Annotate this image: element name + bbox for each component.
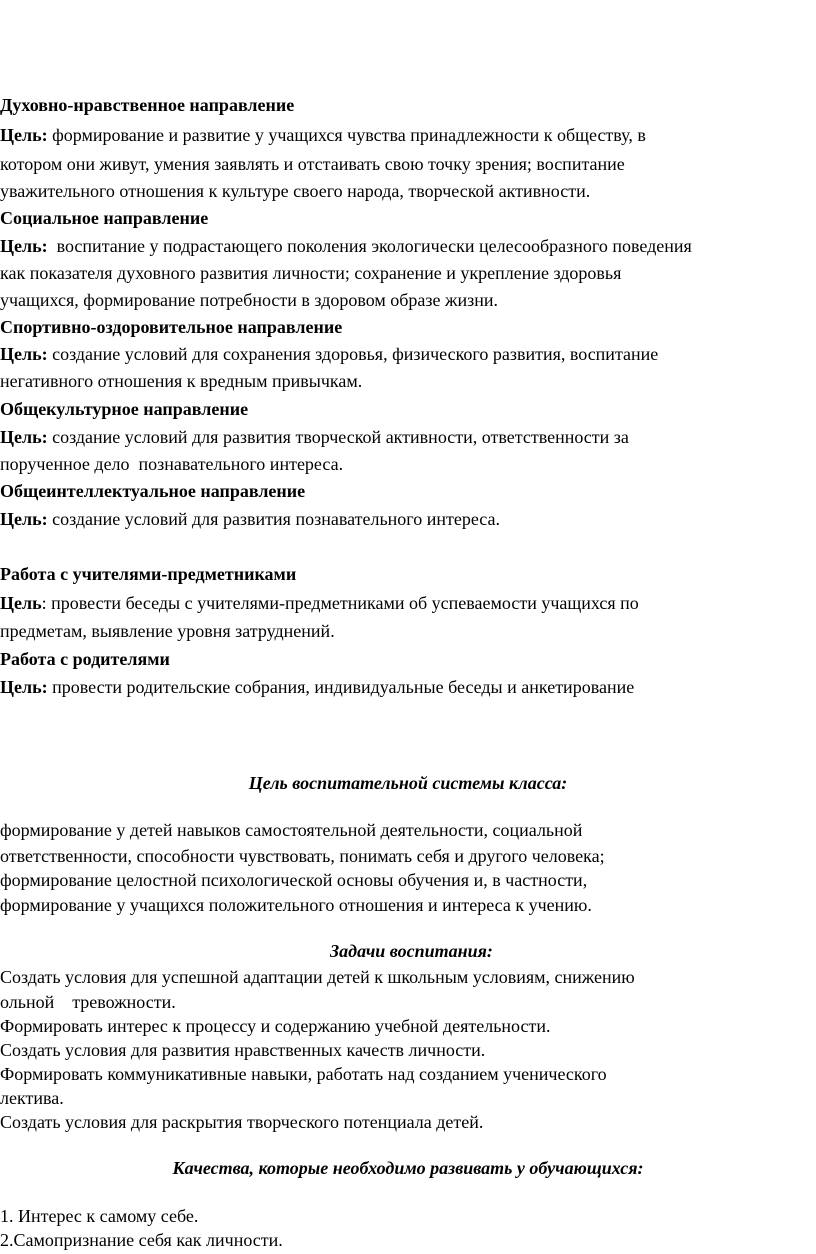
goal-line	[0, 235, 692, 257]
goal-text: учащихся, формирование потребности в здоровом образе жизни.	[0, 290, 498, 310]
goal-text: негативного отношения к вредным привычкам.	[0, 371, 363, 391]
system-goal-line: формирование целостной психологической основы обучения и, в частности,	[0, 870, 588, 890]
section-heading: Работа с родителями	[0, 649, 170, 669]
goal-text: как показателя духовного развития личности; сохранение и укрепление здоровья	[0, 263, 622, 283]
system-goal-title: Цель воспитательной системы класса:	[248, 773, 568, 793]
section-heading: Общекультурное направление	[0, 399, 249, 419]
goal-text: воспитание у подрастающего поколения экологически целесообразного поведения	[47, 236, 692, 256]
goal-text: предметам, выявление уровня затруднений.	[0, 621, 335, 641]
section-heading: Социальное направление	[0, 208, 209, 228]
task-line: Формировать коммуникативные навыки, работать над созданием ученического	[0, 1064, 607, 1084]
system-goal-line: формирование у учащихся положительного отношения и интереса к учению.	[0, 895, 592, 915]
goal-line	[0, 343, 658, 365]
system-goal-line: ответственности, способности чувствовать, понимать себя и другого человека;	[0, 846, 605, 866]
section-heading: Духовно-нравственное направление	[0, 95, 295, 115]
goal-line	[0, 676, 634, 698]
task-line: ольной тревожности.	[0, 992, 176, 1012]
task-line: лектива.	[0, 1088, 64, 1108]
section-heading: Работа с учителями-предметниками	[0, 564, 297, 584]
goal-text: создание условий для развития познавательного интереса.	[47, 509, 500, 529]
goal-label: Цель	[0, 593, 42, 613]
goal-line	[0, 426, 629, 448]
goal-text: создание условий для развития творческой активности, ответственности за	[47, 427, 629, 447]
goal-text: порученное дело познавательного интереса.	[0, 454, 344, 474]
goal-text: создание условий для сохранения здоровья, физического развития, воспитание	[47, 344, 659, 364]
goal-line	[0, 508, 500, 530]
task-line: Формировать интерес к процессу и содержанию учебной деятельности.	[0, 1016, 551, 1036]
goal-label: Цель:	[0, 677, 48, 697]
qualities-title: Качества, которые необходимо развивать у обучающихся:	[172, 1158, 644, 1178]
task-line: Создать условия для развития нравственных качеств личности.	[0, 1040, 486, 1060]
goal-label: Цель:	[0, 236, 48, 256]
section-heading: Спортивно-оздоровительное направление	[0, 317, 343, 337]
goal-line	[0, 124, 646, 146]
goal-label: Цель:	[0, 125, 48, 145]
goal-line	[0, 592, 639, 614]
goal-text: котором они живут, умения заявлять и отстаивать свою точку зрения; воспитание	[0, 154, 625, 174]
goal-label: Цель:	[0, 427, 48, 447]
system-goal-line: формирование у детей навыков самостоятельной деятельности, социальной	[0, 820, 583, 840]
quality-item: 1. Интерес к самому себе.	[0, 1206, 199, 1226]
task-line: Создать условия для раскрытия творческого потенциала детей.	[0, 1112, 484, 1132]
quality-item: 2.Самопризнание себя как личности.	[0, 1230, 283, 1250]
goal-label: Цель:	[0, 509, 48, 529]
goal-label: Цель:	[0, 344, 48, 364]
goal-text: формирование и развитие у учащихся чувства принадлежности к обществу, в	[47, 125, 646, 145]
goal-text: уважительного отношения к культуре своего народа, творческой активности.	[0, 181, 591, 201]
tasks-title: Задачи воспитания:	[330, 941, 493, 961]
section-heading: Общеинтеллектуальное направление	[0, 481, 306, 501]
goal-text: провести родительские собрания, индивидуальные беседы и анкетирование	[47, 677, 635, 697]
task-line: Создать условия для успешной адаптации детей к школьным условиям, снижению	[0, 967, 635, 987]
goal-text: : провести беседы с учителями-предметниками об успеваемости учащихся по	[41, 593, 639, 613]
